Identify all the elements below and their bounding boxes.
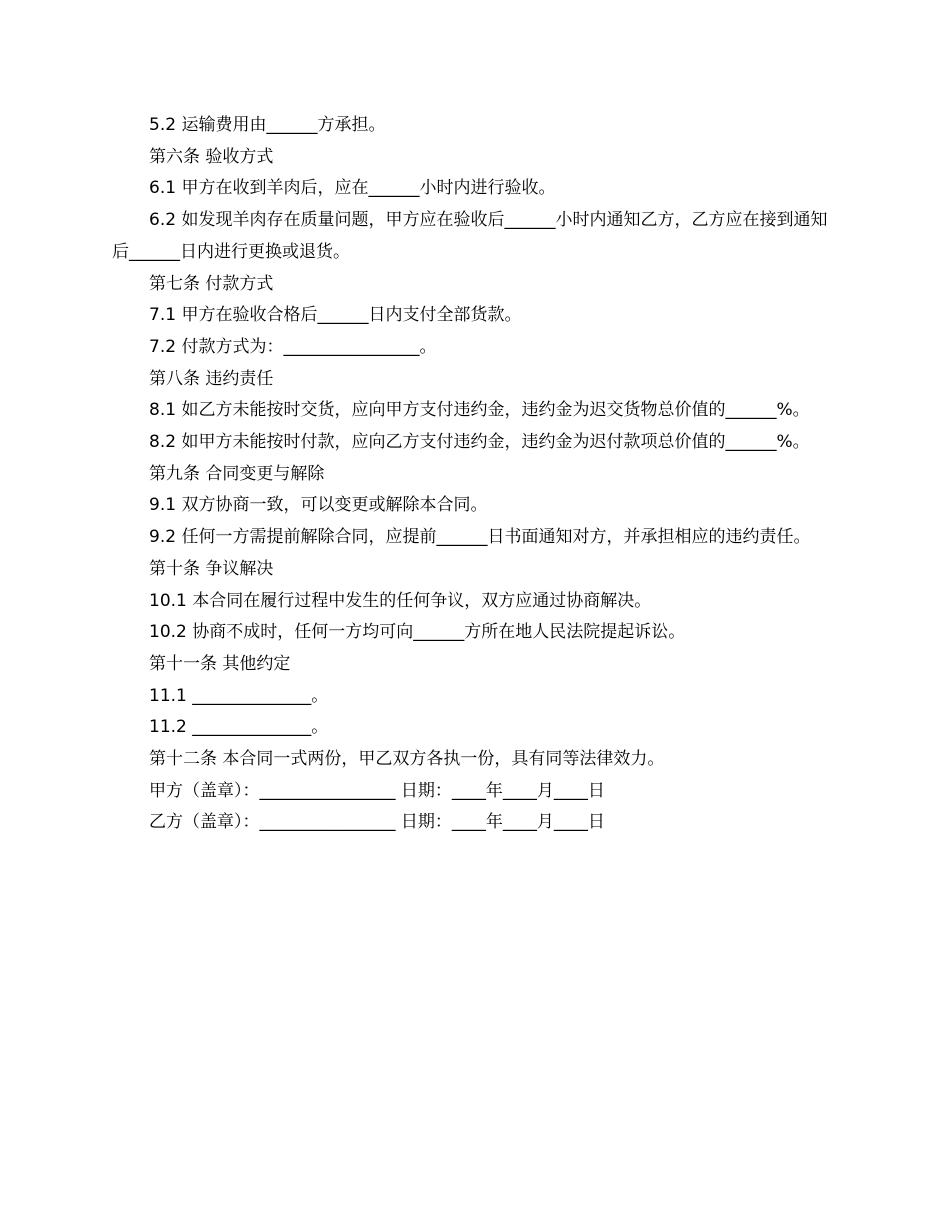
clause-7-2: 7.2 付款方式为：________________。 bbox=[149, 336, 437, 357]
clause-7-1: 7.1 甲方在验收合格后______日内支付全部货款。 bbox=[149, 305, 522, 326]
article-7-heading: 第七条 付款方式 bbox=[149, 273, 274, 294]
article-10-heading: 第十条 争议解决 bbox=[149, 558, 274, 579]
clause-9-1: 9.1 双方协商一致，可以变更或解除本合同。 bbox=[149, 495, 488, 516]
article-9-heading: 第九条 合同变更与解除 bbox=[149, 463, 325, 484]
article-8-heading: 第八条 违约责任 bbox=[149, 368, 274, 389]
party-a-signature-line: 甲方（盖章）：________________ 日期：____年____月____日 bbox=[149, 780, 605, 801]
clause-10-1: 10.1 本合同在履行过程中发生的任何争议，双方应通过协商解决。 bbox=[149, 590, 652, 611]
clause-11-1: 11.1 ______________。 bbox=[149, 685, 329, 706]
clause-8-2: 8.2 如甲方未能按时付款，应向乙方支付违约金，违约金为迟付款项总价值的______%。 bbox=[149, 432, 810, 453]
clause-11-2: 11.2 ______________。 bbox=[149, 717, 329, 738]
article-6-heading: 第六条 验收方式 bbox=[149, 146, 274, 167]
clause-5-2: 5.2 运输费用由______方承担。 bbox=[149, 115, 386, 135]
contract-body bbox=[112, 110, 840, 839]
clause-6-2: 6.2 如发现羊肉存在质量问题，甲方应在验收后______小时内通知乙方，乙方应在接到通知后______日内进行更换或退货。 bbox=[112, 210, 828, 262]
clause-10-2: 10.2 协商不成时，任何一方均可向______方所在地人民法院提起诉讼。 bbox=[149, 622, 686, 643]
clause-8-1: 8.1 如乙方未能按时交货，应向甲方支付违约金，违约金为迟交货物总价值的______%。 bbox=[149, 400, 810, 421]
party-b-signature-line: 乙方（盖章）：________________ 日期：____年____月____日 bbox=[149, 812, 605, 833]
clause-6-1: 6.1 甲方在收到羊肉后，应在______小时内进行验收。 bbox=[149, 178, 556, 199]
article-12: 第十二条 本合同一式两份，甲乙双方各执一份，具有同等法律效力。 bbox=[149, 749, 665, 770]
clause-9-2: 9.2 任何一方需提前解除合同，应提前______日书面通知对方，并承担相应的违约责任。 bbox=[149, 527, 811, 548]
article-11-heading: 第十一条 其他约定 bbox=[149, 653, 291, 674]
